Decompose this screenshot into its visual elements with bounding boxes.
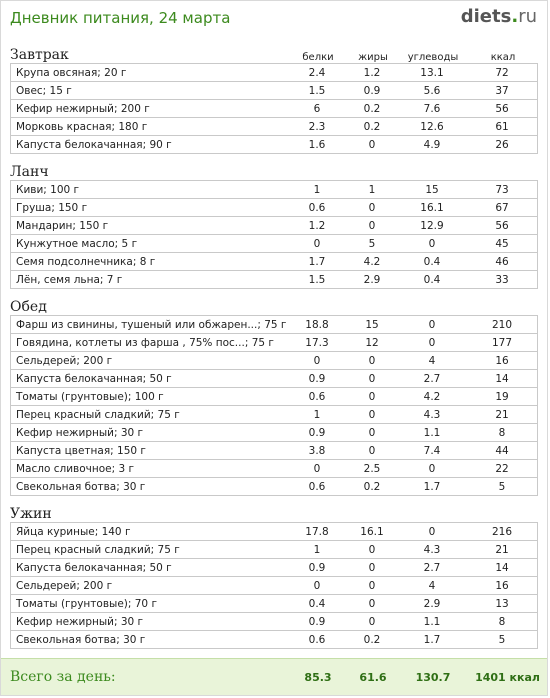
food-fat: 0 — [368, 408, 376, 421]
food-kcal: 5 — [498, 480, 506, 493]
food-fat: 0.9 — [363, 84, 381, 97]
logo-main: diets — [460, 6, 512, 27]
food-fat: 15 — [365, 318, 379, 331]
food-carbs: 2.9 — [423, 597, 441, 610]
table-row — [10, 370, 538, 388]
food-carbs: 4.2 — [423, 390, 441, 403]
food-name: Кефир нежирный; 200 г — [16, 102, 150, 115]
food-fat: 0 — [368, 444, 376, 457]
food-name: Говядина, котлеты из фарша , 75% пос...; 75 г — [16, 336, 274, 349]
header — [1, 1, 547, 37]
food-protein: 3.8 — [308, 444, 326, 457]
meal-name: Ланч — [10, 164, 49, 180]
table-row — [10, 541, 538, 559]
daily-total — [1, 658, 547, 695]
food-protein: 0 — [313, 354, 321, 367]
column-header-carbs: углеводы — [407, 52, 459, 63]
food-name: Морковь красная; 180 г — [16, 120, 148, 133]
food-carbs: 0 — [428, 525, 436, 538]
food-protein: 1.6 — [308, 138, 326, 151]
food-carbs: 0.4 — [423, 255, 441, 268]
food-fat: 4.2 — [363, 255, 381, 268]
food-kcal: 14 — [495, 561, 509, 574]
table-row — [10, 352, 538, 370]
food-name: Перец красный сладкий; 75 г — [16, 543, 180, 556]
table-row — [10, 523, 538, 541]
table-row — [10, 82, 538, 100]
food-protein: 1.7 — [308, 255, 326, 268]
meal-name: Обед — [10, 299, 47, 315]
food-carbs: 0 — [428, 237, 436, 250]
food-name: Кефир нежирный; 30 г — [16, 615, 144, 628]
food-carbs: 12.9 — [420, 219, 444, 232]
food-protein: 0.9 — [308, 615, 326, 628]
food-name: Фарш из свинины, тушеный или обжарен...; 75 г — [16, 318, 287, 331]
food-fat: 0 — [368, 615, 376, 628]
table-row — [10, 235, 538, 253]
column-header-kcal: ккал — [490, 52, 516, 63]
food-name: Капуста белокачанная; 90 г — [16, 138, 172, 151]
food-fat: 16.1 — [360, 525, 384, 538]
table-row — [10, 388, 538, 406]
food-kcal: 67 — [495, 201, 509, 214]
food-kcal: 216 — [491, 525, 513, 538]
food-fat: 0 — [368, 219, 376, 232]
table-row — [10, 64, 538, 82]
food-carbs: 1.1 — [423, 426, 441, 439]
food-name: Масло сливочное; 3 г — [16, 462, 135, 475]
meal-header — [1, 295, 547, 315]
food-kcal: 21 — [495, 408, 509, 421]
food-carbs: 0 — [428, 318, 436, 331]
food-kcal: 22 — [495, 462, 509, 475]
food-kcal: 37 — [495, 84, 509, 97]
food-name: Кунжутное масло; 5 г — [16, 237, 138, 250]
food-protein: 1 — [313, 543, 321, 556]
food-kcal: 8 — [498, 615, 506, 628]
food-carbs: 5.6 — [423, 84, 441, 97]
food-protein: 0.6 — [308, 201, 326, 214]
food-name: Лён, семя льна; 7 г — [16, 273, 123, 286]
food-carbs: 16.1 — [420, 201, 444, 214]
food-fat: 0 — [368, 543, 376, 556]
table-row — [10, 334, 538, 352]
food-protein: 1 — [313, 408, 321, 421]
food-protein: 0.4 — [308, 597, 326, 610]
food-kcal: 61 — [495, 120, 509, 133]
total-kcal: 1401 ккал — [475, 670, 540, 684]
food-name: Мандарин; 150 г — [16, 219, 109, 232]
table-row — [10, 199, 538, 217]
food-name: Сельдерей; 200 г — [16, 579, 113, 592]
food-kcal: 19 — [495, 390, 509, 403]
food-protein: 0.9 — [308, 561, 326, 574]
food-kcal: 14 — [495, 372, 509, 385]
food-protein: 0.9 — [308, 372, 326, 385]
food-kcal: 210 — [491, 318, 513, 331]
food-carbs: 0.4 — [423, 273, 441, 286]
food-protein: 0.9 — [308, 426, 326, 439]
food-fat: 0.2 — [363, 102, 381, 115]
food-name: Перец красный сладкий; 75 г — [16, 408, 180, 421]
food-name: Кефир нежирный; 30 г — [16, 426, 144, 439]
food-fat: 0 — [368, 426, 376, 439]
food-protein: 0.6 — [308, 633, 326, 646]
meal-items — [10, 63, 538, 154]
food-kcal: 56 — [495, 219, 509, 232]
food-fat: 0.2 — [363, 480, 381, 493]
food-kcal: 56 — [495, 102, 509, 115]
food-protein: 17.8 — [305, 525, 329, 538]
table-row — [10, 613, 538, 631]
food-carbs: 1.1 — [423, 615, 441, 628]
table-row — [10, 253, 538, 271]
meal-header — [1, 43, 547, 63]
food-fat: 2.9 — [363, 273, 381, 286]
food-kcal: 21 — [495, 543, 509, 556]
food-carbs: 0 — [428, 462, 436, 475]
meal-name: Ужин — [10, 506, 52, 522]
food-kcal: 177 — [491, 336, 513, 349]
food-name: Томаты (грунтовые); 100 г — [16, 390, 164, 403]
food-carbs: 7.6 — [423, 102, 441, 115]
food-kcal: 73 — [495, 183, 509, 196]
food-kcal: 5 — [498, 633, 506, 646]
food-name: Капуста цветная; 150 г — [16, 444, 146, 457]
table-row — [10, 631, 538, 649]
meal-items — [10, 315, 538, 496]
table-row — [10, 478, 538, 496]
table-row — [10, 559, 538, 577]
food-protein: 0.6 — [308, 480, 326, 493]
total-protein: 85.3 — [304, 670, 332, 684]
food-fat: 0 — [368, 201, 376, 214]
food-carbs: 4 — [428, 354, 436, 367]
food-name: Капуста белокачанная; 50 г — [16, 561, 172, 574]
food-name: Сельдерей; 200 г — [16, 354, 113, 367]
meal-name: Завтрак — [10, 47, 69, 63]
food-protein: 17.3 — [305, 336, 329, 349]
food-protein: 0 — [313, 462, 321, 475]
total-carbs: 130.7 — [415, 670, 451, 684]
food-fat: 0 — [368, 597, 376, 610]
food-name: Свекольная ботва; 30 г — [16, 633, 146, 646]
food-kcal: 44 — [495, 444, 509, 457]
food-fat: 0 — [368, 390, 376, 403]
food-protein: 0 — [313, 237, 321, 250]
table-row — [10, 118, 538, 136]
food-fat: 12 — [365, 336, 379, 349]
food-name: Свекольная ботва; 30 г — [16, 480, 146, 493]
food-protein: 1 — [313, 183, 321, 196]
food-kcal: 13 — [495, 597, 509, 610]
food-name: Овес; 15 г — [16, 84, 72, 97]
food-name: Киви; 100 г — [16, 183, 80, 196]
table-row — [10, 424, 538, 442]
food-carbs: 1.7 — [423, 633, 441, 646]
table-row — [10, 136, 538, 154]
food-fat: 0.2 — [363, 120, 381, 133]
logo-dot: . — [511, 6, 519, 27]
total-label: Всего за день: — [10, 669, 116, 685]
logo-tld: ru — [518, 6, 537, 27]
column-header-protein: белки — [302, 52, 334, 63]
food-carbs: 4.9 — [423, 138, 441, 151]
food-protein: 1.5 — [308, 84, 326, 97]
food-carbs: 12.6 — [420, 120, 444, 133]
table-row — [10, 217, 538, 235]
food-protein: 18.8 — [305, 318, 329, 331]
table-row — [10, 271, 538, 289]
food-kcal: 26 — [495, 138, 509, 151]
table-row — [10, 595, 538, 613]
food-carbs: 4.3 — [423, 408, 441, 421]
food-protein: 1.2 — [308, 219, 326, 232]
food-protein: 6 — [313, 102, 321, 115]
food-name: Семя подсолнечника; 8 г — [16, 255, 156, 268]
meal-items — [10, 180, 538, 289]
food-carbs: 7.4 — [423, 444, 441, 457]
food-kcal: 16 — [495, 354, 509, 367]
food-carbs: 15 — [425, 183, 439, 196]
page-title: Дневник питания, 24 марта — [10, 9, 231, 27]
food-fat: 0 — [368, 138, 376, 151]
table-row — [10, 406, 538, 424]
food-protein: 0 — [313, 579, 321, 592]
food-carbs: 2.7 — [423, 561, 441, 574]
table-row — [10, 316, 538, 334]
food-protein: 2.3 — [308, 120, 326, 133]
meal-header — [1, 160, 547, 180]
food-name: Яйца куриные; 140 г — [16, 525, 131, 538]
food-fat: 5 — [368, 237, 376, 250]
food-name: Капуста белокачанная; 50 г — [16, 372, 172, 385]
table-row — [10, 181, 538, 199]
table-row — [10, 460, 538, 478]
food-carbs: 4.3 — [423, 543, 441, 556]
food-fat: 2.5 — [363, 462, 381, 475]
table-row — [10, 442, 538, 460]
food-fat: 1 — [368, 183, 376, 196]
food-kcal: 33 — [495, 273, 509, 286]
food-fat: 0 — [368, 561, 376, 574]
food-kcal: 72 — [495, 66, 509, 79]
table-row — [10, 577, 538, 595]
food-name: Крупа овсяная; 20 г — [16, 66, 127, 79]
food-fat: 0 — [368, 579, 376, 592]
food-protein: 1.5 — [308, 273, 326, 286]
food-carbs: 2.7 — [423, 372, 441, 385]
food-carbs: 0 — [428, 336, 436, 349]
meal-items — [10, 522, 538, 649]
meals-container — [1, 43, 547, 649]
food-fat: 0 — [368, 372, 376, 385]
food-name: Груша; 150 г — [16, 201, 88, 214]
food-kcal: 16 — [495, 579, 509, 592]
total-fat: 61.6 — [359, 670, 387, 684]
food-fat: 1.2 — [363, 66, 381, 79]
column-header-fat: жиры — [358, 52, 388, 63]
food-kcal: 46 — [495, 255, 509, 268]
site-logo[interactable] — [461, 6, 537, 27]
food-carbs: 13.1 — [420, 66, 444, 79]
food-kcal: 45 — [495, 237, 509, 250]
food-name: Томаты (грунтовые); 70 г — [16, 597, 157, 610]
table-row — [10, 100, 538, 118]
food-carbs: 4 — [428, 579, 436, 592]
food-fat: 0.2 — [363, 633, 381, 646]
food-protein: 0.6 — [308, 390, 326, 403]
food-kcal: 8 — [498, 426, 506, 439]
food-fat: 0 — [368, 354, 376, 367]
meal-header — [1, 502, 547, 522]
food-protein: 2.4 — [308, 66, 326, 79]
food-carbs: 1.7 — [423, 480, 441, 493]
